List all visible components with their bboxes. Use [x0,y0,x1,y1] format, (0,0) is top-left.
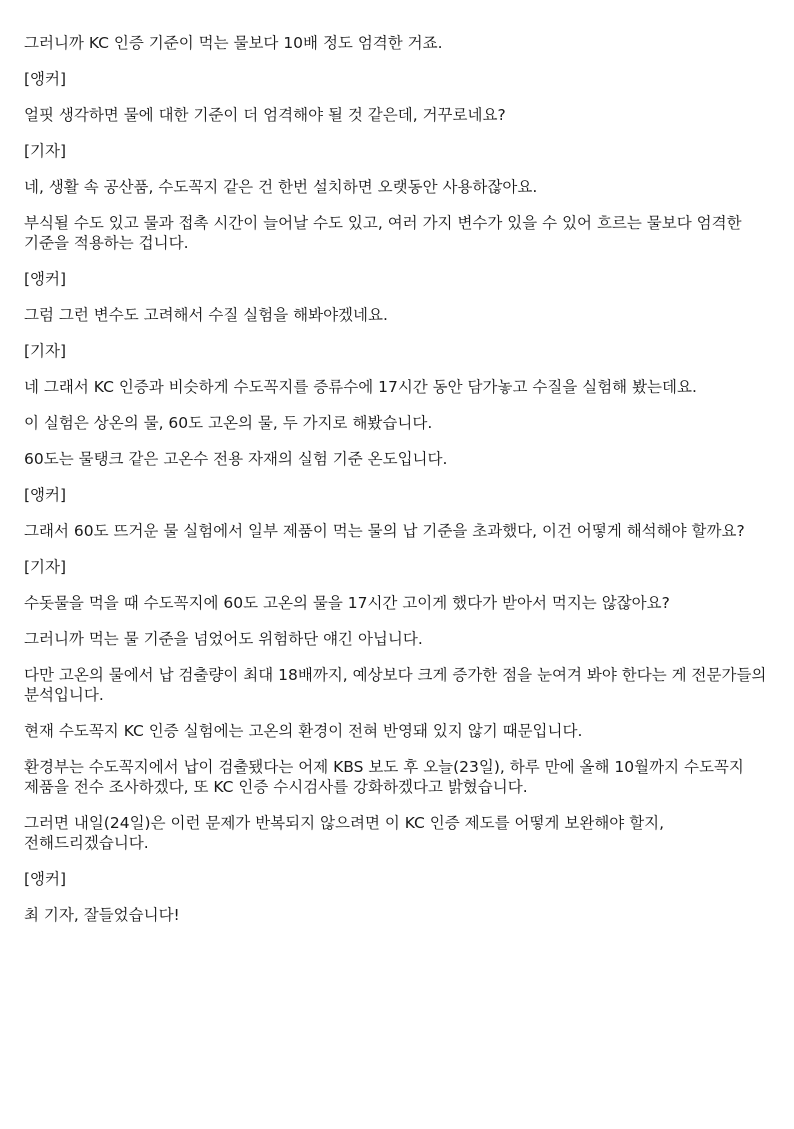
speaker-label: [앵커] [24,870,67,888]
paragraph: 네, 생활 속 공산품, 수도꼭지 같은 건 한번 설치하면 오랫동안 사용하잖아요. [24,178,538,196]
speaker-label: [앵커] [24,270,67,288]
speaker-label: [앵커] [24,486,67,504]
paragraph: 다만 고온의 물에서 납 검출량이 최대 18배까지, 예상보다 크게 증가한 점을 눈여겨 봐야 한다는 게 전문가들의 분석입니다. [24,666,767,704]
paragraph: 부식될 수도 있고 물과 접촉 시간이 늘어날 수도 있고, 여러 가지 변수가 있을 수 있어 흐르는 물보다 엄격한 기준을 적용하는 겁니다. [24,214,742,252]
paragraph: 60도는 물탱크 같은 고온수 전용 자재의 실험 기준 온도입니다. [24,450,448,468]
paragraph: 네 그래서 KC 인증과 비슷하게 수도꼭지를 증류수에 17시간 동안 담가놓고 수질을 실험해 봤는데요. [24,378,697,396]
paragraph: 이 실험은 상온의 물, 60도 고온의 물, 두 가지로 해봤습니다. [24,414,433,432]
speaker-label: [앵커] [24,70,67,88]
speaker-label: [기자] [24,558,67,576]
speaker-label: [기자] [24,342,67,360]
paragraph: 수돗물을 먹을 때 수도꼭지에 60도 고온의 물을 17시간 고이게 했다가 받아서 먹지는 않잖아요? [24,594,670,612]
speaker-label: [기자] [24,142,67,160]
paragraph: 최 기자, 잘들었습니다! [24,906,180,924]
paragraph: 환경부는 수도꼭지에서 납이 검출됐다는 어제 KBS 보도 후 오늘(23일), 하루 만에 올해 10월까지 수도꼭지 제품을 전수 조사하겠다, 또 KC 인증 수시검사를 강화하겠다고 밝혔습니다. [24,758,744,796]
paragraph: 현재 수도꼭지 KC 인증 실험에는 고온의 환경이 전혀 반영돼 있지 않기 때문입니다. [24,722,583,740]
paragraph: 그럼 그런 변수도 고려해서 수질 실험을 해봐야겠네요. [24,306,388,324]
paragraph: 얼핏 생각하면 물에 대한 기준이 더 엄격해야 될 것 같은데, 거꾸로네요? [24,106,506,124]
transcript-body [24,33,772,941]
paragraph: 그러니까 KC 인증 기준이 먹는 물보다 10배 정도 엄격한 거죠. [24,34,443,52]
paragraph: 그래서 60도 뜨거운 물 실험에서 일부 제품이 먹는 물의 납 기준을 초과했다, 이건 어떻게 해석해야 할까요? [24,522,745,540]
paragraph: 그러면 내일(24일)은 이런 문제가 반복되지 않으려면 이 KC 인증 제도를 어떻게 보완해야 할지, 전해드리겠습니다. [24,814,665,852]
paragraph: 그러니까 먹는 물 기준을 넘었어도 위험하단 얘긴 아닙니다. [24,630,423,648]
